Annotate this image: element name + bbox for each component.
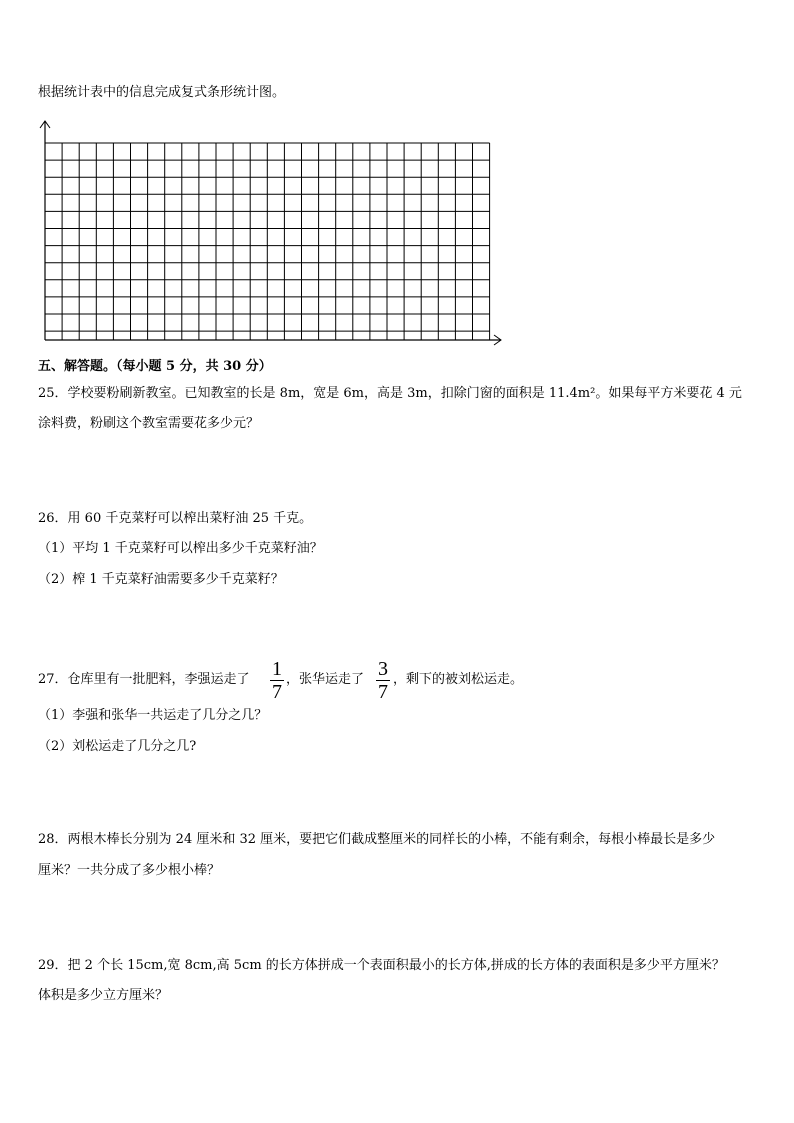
q28-line-2: 厘米？一共分成了多少根小棒？ — [38, 863, 221, 878]
q26-sub-2: （2）榨 1 千克菜籽油需要多少千克菜籽？ — [38, 572, 284, 587]
q26-sub-1: （1）平均 1 千克菜籽可以榨出多少千克菜籽油？ — [38, 541, 323, 556]
q27-fraction-1-denominator: 7 — [272, 681, 282, 703]
chart-instruction: 根据统计表中的信息完成复式条形统计图。 — [38, 85, 286, 100]
q25-line-1: 25．学校要粉刷新教室。已知教室的长是 8m，宽是 6m，高是 3m，扣除门窗的面积是 11.4m²。如果每平方米要花 4 元 — [38, 386, 742, 401]
q25-line-2: 涂料费，粉刷这个教室需要花多少元？ — [38, 416, 260, 431]
q27-fraction-2 — [374, 659, 392, 702]
q27-text-part-1: 27．仓库里有一批肥料，李强运走了 — [38, 672, 250, 687]
q27-fraction-1-numerator: 1 — [272, 658, 282, 680]
q27-text-part-3: ，剩下的被刘松运走。 — [393, 672, 524, 687]
q27-fraction-1 — [268, 659, 286, 702]
blank-bar-chart-grid[interactable] — [0, 0, 794, 360]
q29-line-2: 体积是多少立方厘米？ — [38, 988, 169, 1003]
section-title: 五、解答题。（每小题 5 分，共 30 分） — [38, 359, 272, 374]
q29-line-1: 29．把 2 个长 15cm,宽 8cm,高 5cm 的长方体拼成一个表面积最小的长方体,拼成的长方体的表面积是多少平方厘米？ — [38, 958, 725, 973]
q27-fraction-2-denominator: 7 — [378, 681, 388, 703]
q27-fraction-2-numerator: 3 — [378, 658, 388, 680]
q26-stem: 26．用 60 千克菜籽可以榨出菜籽油 25 千克。 — [38, 511, 313, 526]
q27-sub-1: （1）李强和张华一共运走了几分之几？ — [38, 708, 268, 723]
q27-text-part-2: ，张华运走了 — [286, 672, 365, 687]
q27-sub-2: （2）刘松运走了几分之几? — [38, 739, 197, 754]
q28-line-1: 28．两根木棒长分别为 24 厘米和 32 厘米，要把它们截成整厘米的同样长的小棒，不能有剩余，每根小棒最长是多少 — [38, 832, 716, 847]
